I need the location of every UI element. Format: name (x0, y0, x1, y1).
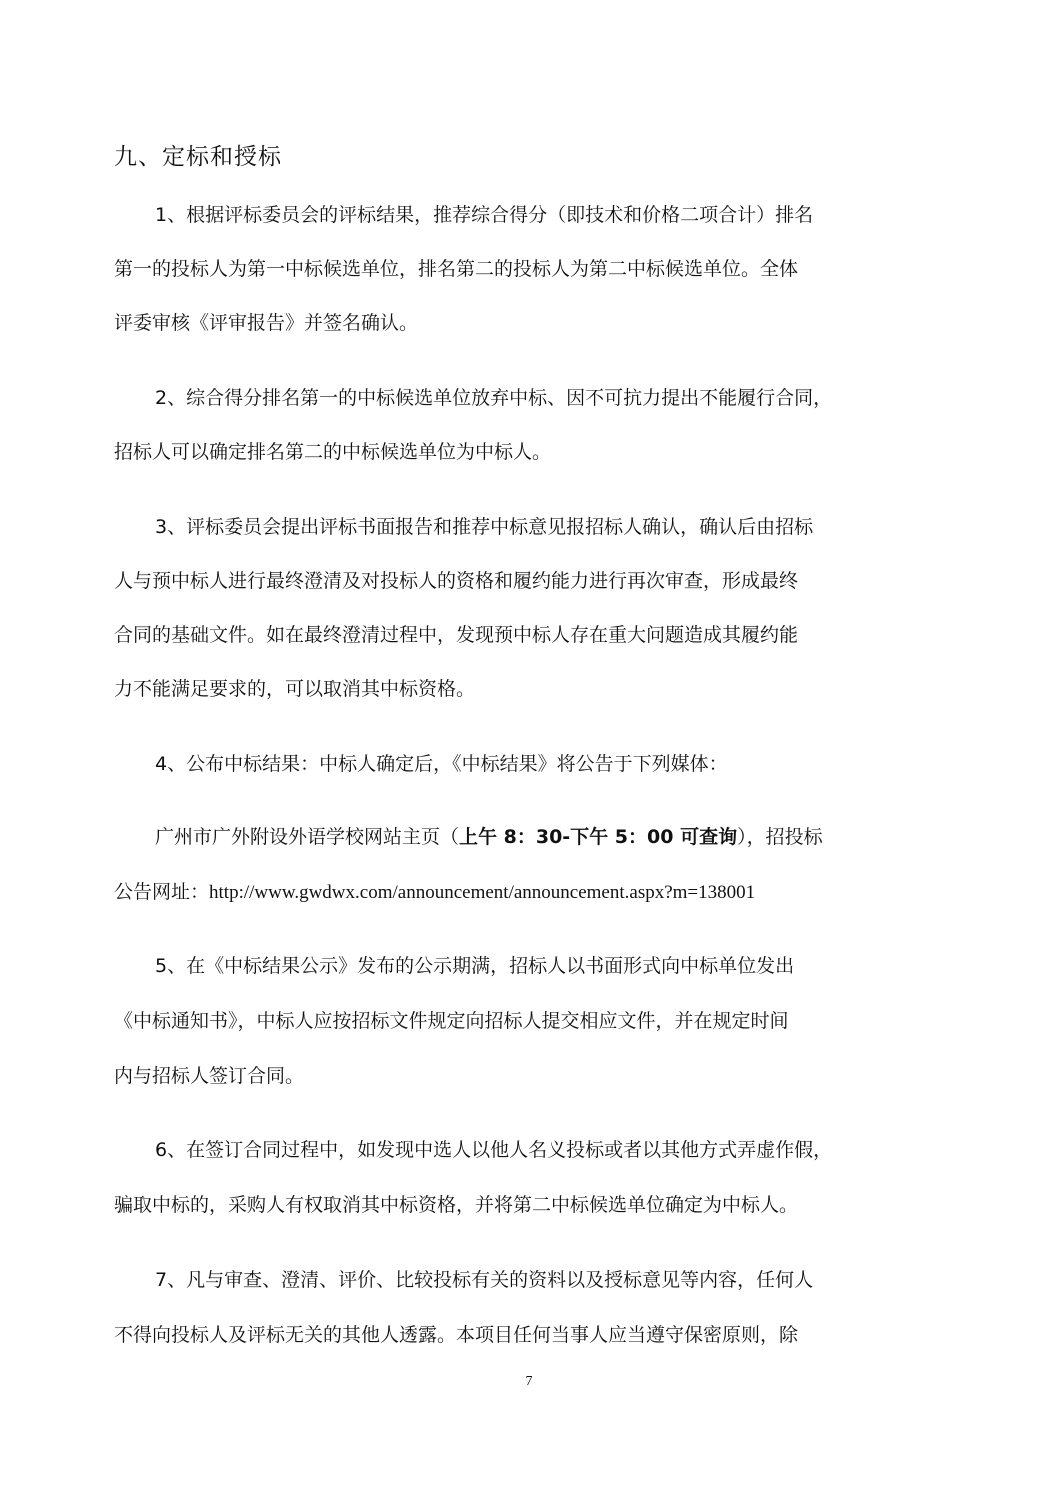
clause-3-line-2: 人与预中标人进行最终澄清及对投标人的资格和履约能力进行再次审查，形成最终 (114, 570, 799, 592)
clause-7-line-2: 不得向投标人及评标无关的其他人透露。本项目任何当事人应当遵守保密原则，除 (114, 1324, 799, 1346)
clause-1-line-2: 第一的投标人为第一中标候选单位，排名第二的投标人为第二中标候选单位。全体 (114, 258, 799, 280)
section-heading: 九、定标和授标 (114, 144, 282, 170)
media-query-hours: 上午 8：30-下午 5：00 可查询 (459, 826, 738, 848)
url-label: 公告网址： (114, 881, 210, 903)
clause-5-line-2: 《中标通知书》，中标人应按招标文件规定向招标人提交相应文件，并在规定时间 (114, 1010, 789, 1032)
clause-7-line-1: 7、凡与审查、澄清、评价、比较投标有关的资料以及授标意见等内容，任何人 (155, 1269, 814, 1291)
clause-4-media-line (155, 823, 823, 851)
clause-3-line-3: 合同的基础文件。如在最终澄清过程中，发现预中标人存在重大问题造成其履约能 (114, 624, 799, 646)
clause-4-line-1: 4、公布中标结果：中标人确定后，《中标结果》将公告于下列媒体： (155, 753, 728, 775)
clause-1-line-1: 1、根据评标委员会的评标结果，推荐综合得分（即技术和价格二项合计）排名 (155, 204, 814, 226)
media-suffix: ），招投标 (737, 826, 823, 848)
announcement-url: http://www.gwdwx.com/announcement/announcement.aspx?m=138001 (209, 882, 756, 903)
clause-5-line-1: 5、在《中标结果公示》发布的公示期满，招标人以书面形式向中标单位发出 (155, 955, 795, 977)
page-number: 7 (525, 1374, 533, 1389)
clause-6-line-1: 6、在签订合同过程中，如发现中选人以他人名义投标或者以其他方式弄虚作假， (155, 1139, 833, 1161)
clause-2-line-1: 2、综合得分排名第一的中标候选单位放弃中标、因不可抗力提出不能履行合同， (155, 387, 833, 409)
clause-5-line-3: 内与招标人签订合同。 (114, 1065, 305, 1087)
clause-3-line-1: 3、评标委员会提出评标书面报告和推荐中标意见报招标人确认，确认后由招标 (155, 516, 814, 538)
clause-1-line-3: 评委审核《评审报告》并签名确认。 (114, 312, 419, 334)
media-name: 广州市广外附设外语学校网站主页（ (155, 826, 460, 848)
clause-2-line-2: 招标人可以确定排名第二的中标候选单位为中标人。 (114, 441, 552, 463)
clause-6-line-2: 骗取中标的，采购人有权取消其中标资格，并将第二中标候选单位确定为中标人。 (114, 1194, 799, 1216)
clause-4-url-line (114, 878, 755, 907)
clause-3-line-4: 力不能满足要求的，可以取消其中标资格。 (114, 678, 476, 700)
